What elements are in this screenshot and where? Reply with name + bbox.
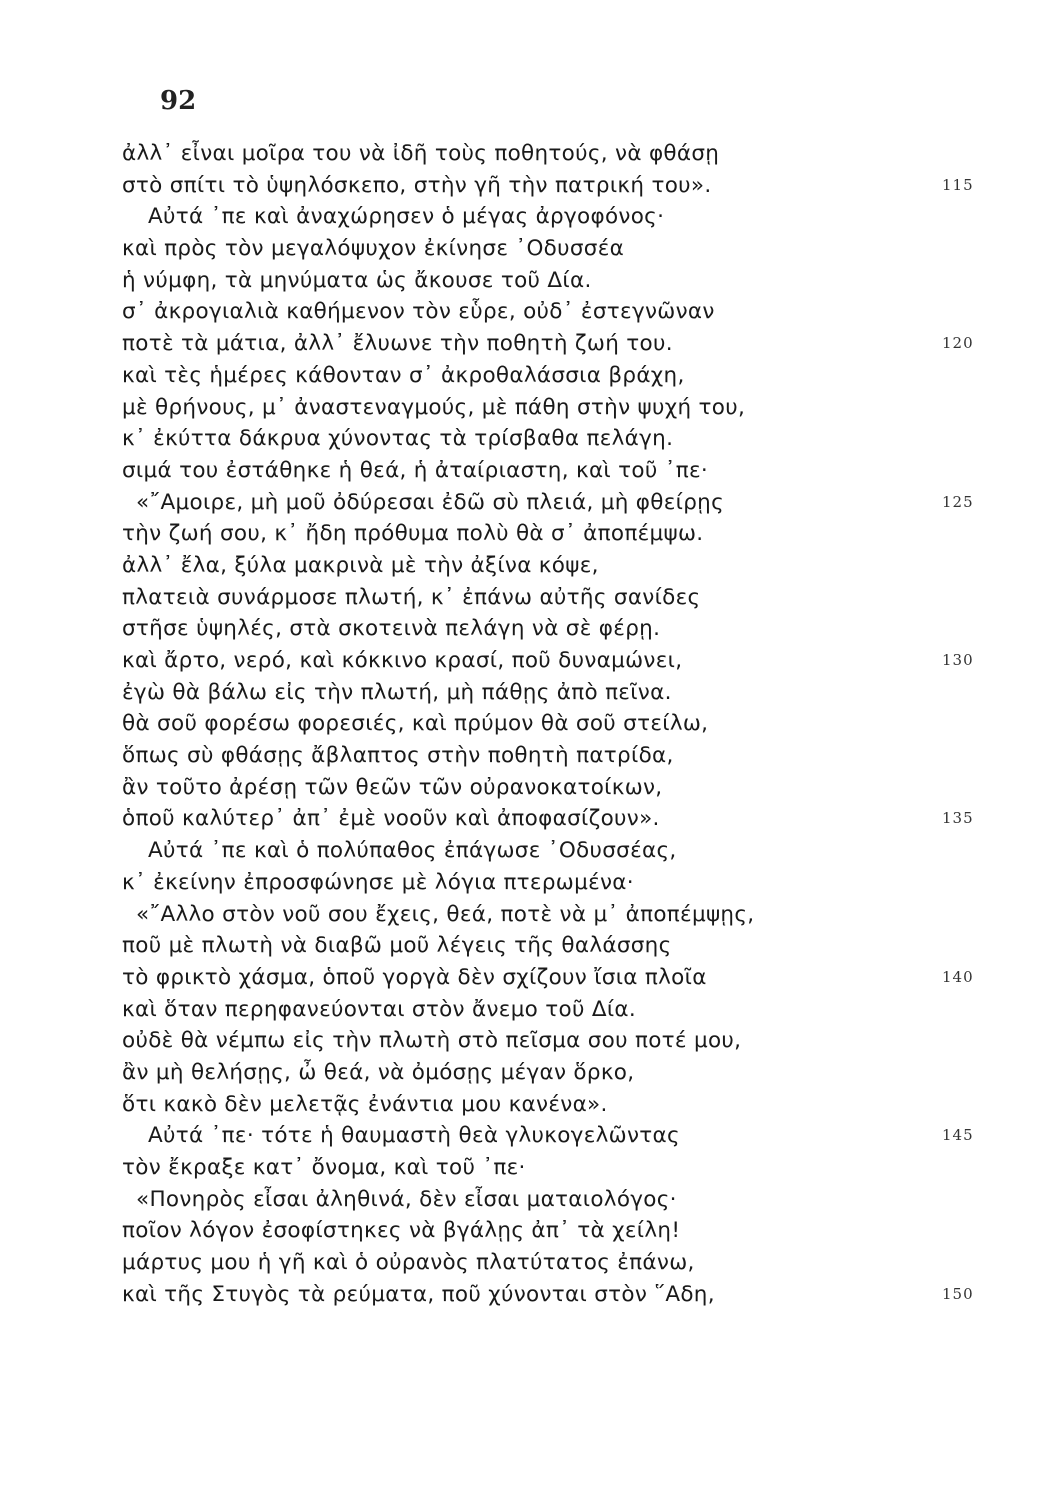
verse-line: [0, 708, 1046, 740]
verse-line: [0, 1025, 1046, 1057]
verse-line: [0, 360, 1046, 392]
verse-text: θὰ σοῦ φορέσω φορεσιές, καὶ πρύμον θὰ σοῦ στείλω,: [122, 711, 709, 737]
verse-line: [0, 1247, 1046, 1279]
verse-line: [0, 550, 1046, 582]
verse-line: [0, 138, 1046, 170]
verse-text: κ᾽ ἐκύττα δάκρυα χύνοντας τὰ τρίσβαθα πελάγη.: [122, 426, 674, 452]
verse-text: καὶ πρὸς τὸν μεγαλόψυχον ἐκίνησε ᾽Οδυσσέα: [122, 236, 625, 262]
verse-text: καὶ ἄρτο, νερό, καὶ κόκκινο κρασί, ποῦ δυναμώνει,: [122, 648, 683, 673]
verse-line-number: 120: [942, 334, 974, 353]
verse-line: [0, 867, 1046, 899]
verse-line: [0, 1279, 1046, 1311]
verse-line: [0, 803, 1046, 835]
verse-line: [0, 487, 1046, 519]
verse-text: τὸ φρικτὸ χάσμα, ὁποῦ γοργὰ δὲν σχίζουν ἴσια πλοῖα: [122, 964, 707, 990]
verse-line: [0, 1215, 1046, 1247]
verse-line: [0, 170, 1046, 202]
verse-text: σ᾽ ἀκρογιαλιὰ καθήμενον τὸν εὗρε, οὐδ᾽ ἐστεγνῶναν: [122, 299, 715, 325]
verse-line: [0, 930, 1046, 962]
poem-text: [0, 138, 1046, 1310]
verse-line: [0, 296, 1046, 328]
verse-line: [0, 740, 1046, 772]
verse-text: ποῖον λόγον ἐσοφίστηκες νὰ βγάλῃς ἀπ᾽ τὰ χείλη!: [122, 1218, 681, 1244]
verse-line: [0, 1057, 1046, 1089]
verse-line-number: 145: [942, 1126, 974, 1145]
verse-text: καὶ ὅταν περηφανεύονται στὸν ἄνεμο τοῦ Δία.: [122, 996, 637, 1022]
verse-text: οὐδὲ θὰ νέμπω εἰς τὴν πλωτὴ στὸ πεῖσμα σου ποτέ μου,: [122, 1028, 742, 1054]
verse-text: Αὐτά ᾽πε καὶ ὁ πολύπαθος ἐπάγωσε ᾽Οδυσσέας,: [148, 838, 677, 864]
verse-text: στῆσε ὑψηλές, στὰ σκοτεινὰ πελάγη νὰ σὲ φέρῃ.: [122, 616, 661, 642]
verse-line-number: 135: [942, 809, 974, 828]
verse-line: [0, 518, 1046, 550]
verse-line: [0, 899, 1046, 931]
verse-line: [0, 835, 1046, 867]
verse-text: πλατειὰ συνάρμοσε πλωτή, κ᾽ ἐπάνω αὐτῆς σανίδες: [122, 584, 701, 610]
verse-line: [0, 772, 1046, 804]
verse-text: ὁποῦ καλύτερ᾽ ἀπ᾽ ἐμὲ νοοῦν καὶ ἀποφασίζουν».: [122, 806, 660, 832]
verse-text: τὸν ἔκραξε κατ᾽ ὄνομα, καὶ τοῦ ᾽πε·: [122, 1155, 526, 1180]
verse-text: στὸ σπίτι τὸ ὑψηλόσκεπο, στὴν γῆ τὴν πατρική του».: [122, 172, 712, 198]
verse-text: Αὐτά ᾽πε καὶ ἀναχώρησεν ὁ μέγας ἀργοφόνος·: [148, 204, 665, 230]
verse-line: [0, 455, 1046, 487]
verse-line: [0, 962, 1046, 994]
verse-line: [0, 994, 1046, 1026]
verse-text: ποῦ μὲ πλωτὴ νὰ διαβῶ μοῦ λέγεις τῆς θαλάσσης: [122, 933, 672, 959]
verse-line: [0, 645, 1046, 677]
verse-line: [0, 201, 1046, 233]
verse-line: [0, 328, 1046, 360]
verse-line-number: 115: [942, 175, 974, 194]
verse-text: τὴν ζωή σου, κ᾽ ἤδη πρόθυμα πολὺ θὰ σ᾽ ἀποπέμψω.: [122, 521, 704, 547]
verse-text: «῎Αμοιρε, μὴ μοῦ ὀδύρεσαι ἐδῶ σὺ πλειά, μὴ φθείρῃς: [136, 489, 725, 515]
verse-line: [0, 233, 1046, 265]
verse-line-number: 150: [942, 1284, 974, 1303]
verse-text: κ᾽ ἐκείνην ἐπροσφώνησε μὲ λόγια πτερωμένα·: [122, 869, 634, 895]
verse-text: ὅτι κακὸ δὲν μελετᾷς ἐνάντια μου κανένα».: [122, 1091, 608, 1117]
verse-text: καὶ τὲς ἡμέρες κάθονταν σ᾽ ἀκροθαλάσσια βράχη,: [122, 362, 685, 388]
verse-text: μάρτυς μου ἡ γῆ καὶ ὁ οὐρανὸς πλατύτατος ἐπάνω,: [122, 1250, 695, 1276]
verse-text: «Πονηρὸς εἶσαι ἀληθινά, δὲν εἶσαι ματαιολόγος·: [136, 1186, 677, 1212]
verse-line: [0, 1184, 1046, 1216]
verse-line-number: 125: [942, 492, 974, 511]
verse-line: [0, 1089, 1046, 1121]
verse-text: ἀλλ᾽ ἔλα, ξύλα μακρινὰ μὲ τὴν ἀξίνα κόψε,: [122, 552, 599, 578]
verse-text: ὅπως σὺ φθάσῃς ἄβλαπτος στὴν ποθητὴ πατρίδα,: [122, 743, 674, 769]
verse-text: ἂν τοῦτο ἀρέσῃ τῶν θεῶν τῶν οὐρανοκατοίκων,: [122, 774, 663, 800]
verse-text: ἐγὼ θὰ βάλω εἰς τὴν πλωτή, μὴ πάθῃς ἀπὸ πεῖνα.: [122, 679, 672, 705]
page-number: 92: [160, 86, 197, 116]
verse-text: ποτὲ τὰ μάτια, ἀλλ᾽ ἔλυωνε τὴν ποθητὴ ζωή του.: [122, 331, 673, 357]
verse-line: [0, 265, 1046, 297]
verse-line: [0, 423, 1046, 455]
verse-text: ἀλλ᾽ εἶναι μοῖρα του νὰ ἰδῆ τοὺς ποθητούς, νὰ φθάσῃ: [122, 141, 720, 166]
verse-line: [0, 392, 1046, 424]
verse-text: μὲ θρήνους, μ᾽ ἀναστεναγμούς, μὲ πάθη στὴν ψυχή του,: [122, 394, 746, 420]
verse-text: καὶ τῆς Στυγὸς τὰ ρεύματα, ποῦ χύνονται στὸν ῞Αδη,: [122, 1281, 715, 1307]
verse-line: [0, 1152, 1046, 1184]
verse-line-number: 130: [942, 651, 974, 669]
verse-text: Αὐτά ᾽πε· τότε ἡ θαυμαστὴ θεὰ γλυκογελῶντας: [148, 1123, 680, 1149]
verse-text: ἂν μὴ θελήσῃς, ὦ θεά, νὰ ὀμόσῃς μέγαν ὅρκο,: [122, 1059, 635, 1085]
verse-line: [0, 613, 1046, 645]
verse-line-number: 140: [942, 967, 974, 986]
verse-text: σιμά του ἐστάθηκε ἡ θεά, ἡ ἀταίριαστη, καὶ τοῦ ᾽πε·: [122, 457, 709, 483]
verse-text: «῎Αλλο στὸν νοῦ σου ἔχεις, θεά, ποτὲ νὰ μ᾽ ἀποπέμψῃς,: [136, 901, 755, 927]
verse-text: ἡ νύμφη, τὰ μηνύματα ὡς ἄκουσε τοῦ Δία.: [122, 267, 592, 293]
verse-line: [0, 677, 1046, 709]
verse-line: [0, 1120, 1046, 1152]
verse-line: [0, 582, 1046, 614]
